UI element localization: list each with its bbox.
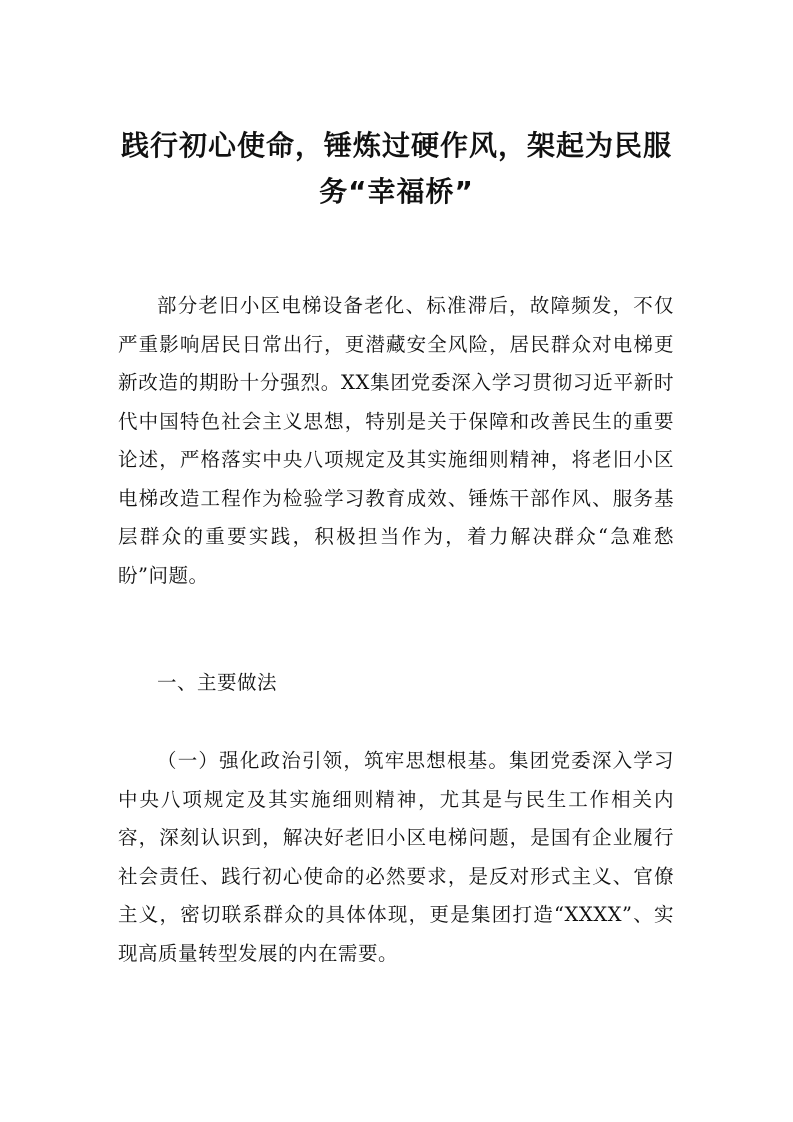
section-heading: 一、主要做法 (157, 671, 278, 694)
document-title: 践行初心使命，锤炼过硬作风，架起为民服务“幸福桥” (120, 129, 672, 208)
intro-paragraph: 部分老旧小区电梯设备老化、标准滞后，故障频发，不仅严重影响居民日常出行，更潜藏安全风险，居民群众对电梯更新改造的期盼十分强烈。XX集团党委深入学习贯彻习近平新时代中国特色社会主义思想，特别是关于保障和改善民生的重要论述，严格落实中央八项规定及其实施细则精神，将老旧小区电梯改造工程作为检验学习教育成效、锤炼干部作风、服务基层群众的重要实践，积极担当作为，着力解决群众“急难愁盼”问题。 (118, 294, 674, 587)
section-paragraph: （一）强化政治引领，筑牢思想根基。集团党委深入学习中央八项规定及其实施细则精神，尤其是与民生工作相关内容，深刻认识到，解决好老旧小区电梯问题，是国有企业履行社会责任、践行初心使命的必然要求，是反对形式主义、官僚主义，密切联系群众的具体体现，更是集团打造“XXXX”、实现高质量转型发展的内在需要。 (118, 749, 674, 965)
